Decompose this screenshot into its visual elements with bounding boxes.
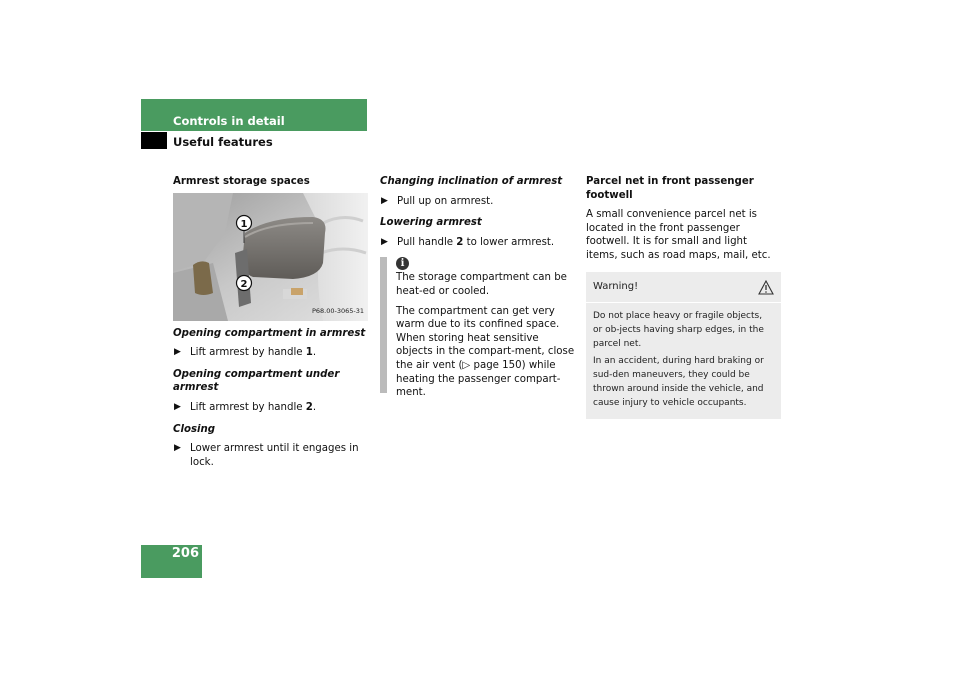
info-note — [380, 257, 575, 399]
step-ref-number: 2 — [305, 401, 313, 413]
callout-2-label: 2 — [240, 278, 248, 290]
page-number: 206 — [171, 546, 199, 561]
step-text: Lower armrest until it engages in lock. — [190, 443, 359, 468]
warning-title: Warning! — [593, 281, 639, 293]
step-text: Lift armrest by handle — [190, 347, 306, 359]
step-arrow-icon: ▶ — [381, 236, 388, 247]
heading-closing: Closing — [173, 423, 216, 435]
info-paragraph-2: The compartment can get very warm due to its confined space. When storing heat sensitive objects in the compart-ment, close the air vent (▷ page 150) while heating the passenger compart-ment. — [396, 305, 575, 399]
column-3 — [586, 175, 781, 419]
heading-opening-compartment-in-armrest: Opening compartment in armrest — [173, 327, 366, 339]
step-text: Pull up on armrest. — [397, 195, 494, 207]
step-text: Pull handle — [397, 236, 457, 248]
info-paragraph-1: The storage compartment can be heat-ed or cooled. — [396, 272, 567, 297]
step-ref-number: 2 — [456, 236, 464, 248]
heading-armrest-storage: Armrest storage spaces — [173, 176, 310, 187]
warning-paragraph-2: In an accident, during hard braking or sud-den maneuvers, they could be thrown around inside the vehicle, and cause injury to vehicle occupants. — [593, 355, 764, 408]
step-text-end: to lower armrest. — [463, 236, 555, 248]
warning-header — [593, 280, 774, 295]
heading-parcel-net: Parcel net in front passenger footwell — [586, 176, 754, 201]
callout-1-label: 1 — [240, 218, 248, 230]
armrest-photo — [173, 193, 368, 321]
armrest-illustration — [173, 193, 368, 321]
info-sidebar — [380, 257, 387, 393]
warning-triangle-icon — [758, 280, 774, 295]
heading-changing-inclination: Changing inclination of armrest — [380, 176, 563, 187]
step-text-end: . — [312, 401, 317, 413]
warning-divider — [586, 302, 781, 303]
step-arrow-icon: ▶ — [174, 401, 181, 412]
step-lift-handle-2 — [173, 401, 368, 415]
step-ref-number: 1 — [305, 347, 313, 359]
warning-box — [586, 272, 781, 419]
section-title: Controls in detail — [173, 114, 285, 128]
step-lower-armrest — [173, 442, 368, 469]
step-text-end: . — [312, 347, 317, 359]
step-arrow-icon: ▶ — [381, 195, 388, 206]
step-arrow-icon: ▶ — [174, 347, 181, 358]
heading-lowering-armrest: Lowering armrest — [380, 217, 482, 229]
step-arrow-icon: ▶ — [174, 443, 181, 454]
step-pull-up-armrest — [380, 195, 575, 209]
parcel-net-description: A small convenience parcel net is located in the front passenger footwell. It is for small and light items, such as road maps, mail, etc. — [586, 209, 771, 261]
warning-paragraph-1: Do not place heavy or fragile objects, or ob-jects having sharp edges, in the parcel net. — [593, 310, 764, 349]
step-pull-handle-2 — [380, 236, 575, 250]
header-tab-marker — [141, 132, 167, 149]
figure-reference-code: P68.00-3065-31 — [311, 307, 364, 315]
column-2 — [380, 175, 575, 400]
section-subtitle: Useful features — [173, 135, 273, 149]
info-icon: i — [396, 257, 409, 270]
step-lift-handle-1 — [173, 346, 368, 360]
heading-opening-compartment-under-armrest: Opening compartment under armrest — [173, 368, 340, 394]
column-1 — [173, 175, 368, 469]
step-text: Lift armrest by handle — [190, 401, 306, 413]
